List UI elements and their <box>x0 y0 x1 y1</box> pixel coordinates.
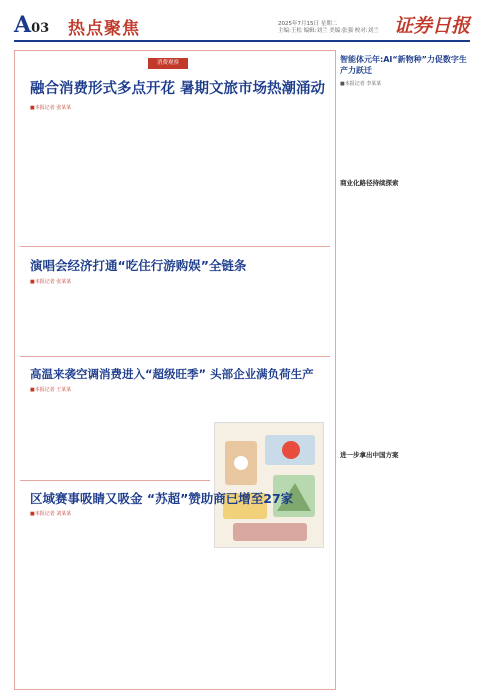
illustration <box>214 422 324 548</box>
body-text-block <box>240 278 320 348</box>
body-text-block <box>100 510 166 684</box>
article-title: 演唱会经济打通“吃住行游购娱”全链条 <box>30 258 247 273</box>
sidebar-title: 智能体元年:AI“新物种”力促数字生产力跃迁 <box>340 55 467 75</box>
article-byline: ■本报记者 刘某某 <box>30 511 72 517</box>
article-title: 高温来袭空调消费进入“超级旺季” 头部企业满负荷生产 <box>30 367 314 381</box>
date-line: 2025年7月15日 星期二 <box>278 21 338 27</box>
page-header <box>0 0 484 46</box>
sidebar-subhead: 商业化路径持续探索 <box>340 179 399 187</box>
sidebar-column <box>340 50 472 690</box>
body-text-block <box>340 460 472 686</box>
sidebar-subhead: 进一步拿出中国方案 <box>340 451 399 459</box>
newspaper-logo: 证券日报 <box>393 15 470 37</box>
sidebar-byline: ■本报记者 李某某 <box>340 81 382 87</box>
article-divider <box>20 356 330 357</box>
main-byline: ■本报记者 张某某 <box>30 105 72 111</box>
editor-line: 主编:王松 编辑:刘兰 美编:张强 校对:刘兰 <box>278 28 379 34</box>
body-text-block <box>30 394 96 472</box>
illustration-art <box>215 423 324 548</box>
body-text-block <box>214 552 320 684</box>
body-text-block <box>340 88 472 174</box>
body-text-block <box>170 104 236 238</box>
body-text-block <box>100 104 166 238</box>
body-text-block <box>170 510 210 684</box>
article-byline: ■本报记者 王某某 <box>30 387 72 393</box>
section-title: 热点聚焦 <box>68 19 140 39</box>
body-text-block <box>100 278 166 348</box>
article-divider <box>20 480 210 481</box>
header-rule <box>14 40 470 42</box>
body-text-block <box>240 104 320 238</box>
main-headline: 融合消费形式多点开花 暑期文旅市场热潮涌动 <box>30 81 326 97</box>
article-divider <box>20 246 330 247</box>
body-text-block <box>340 188 472 446</box>
header-meta <box>278 21 398 35</box>
body-text-block <box>100 386 166 472</box>
body-text-block <box>30 286 96 348</box>
body-text-block <box>240 386 320 416</box>
body-text-block <box>170 278 236 348</box>
body-text-block <box>30 112 96 238</box>
article-byline: ■本报记者 张某某 <box>30 279 72 285</box>
body-text-block <box>30 518 96 684</box>
feature-tag: 消费观察 <box>148 58 188 69</box>
article-title: 区域赛事吸睛又吸金 “苏超”赞助商已增至27家 <box>30 491 294 506</box>
page-number: A03 <box>14 12 50 38</box>
